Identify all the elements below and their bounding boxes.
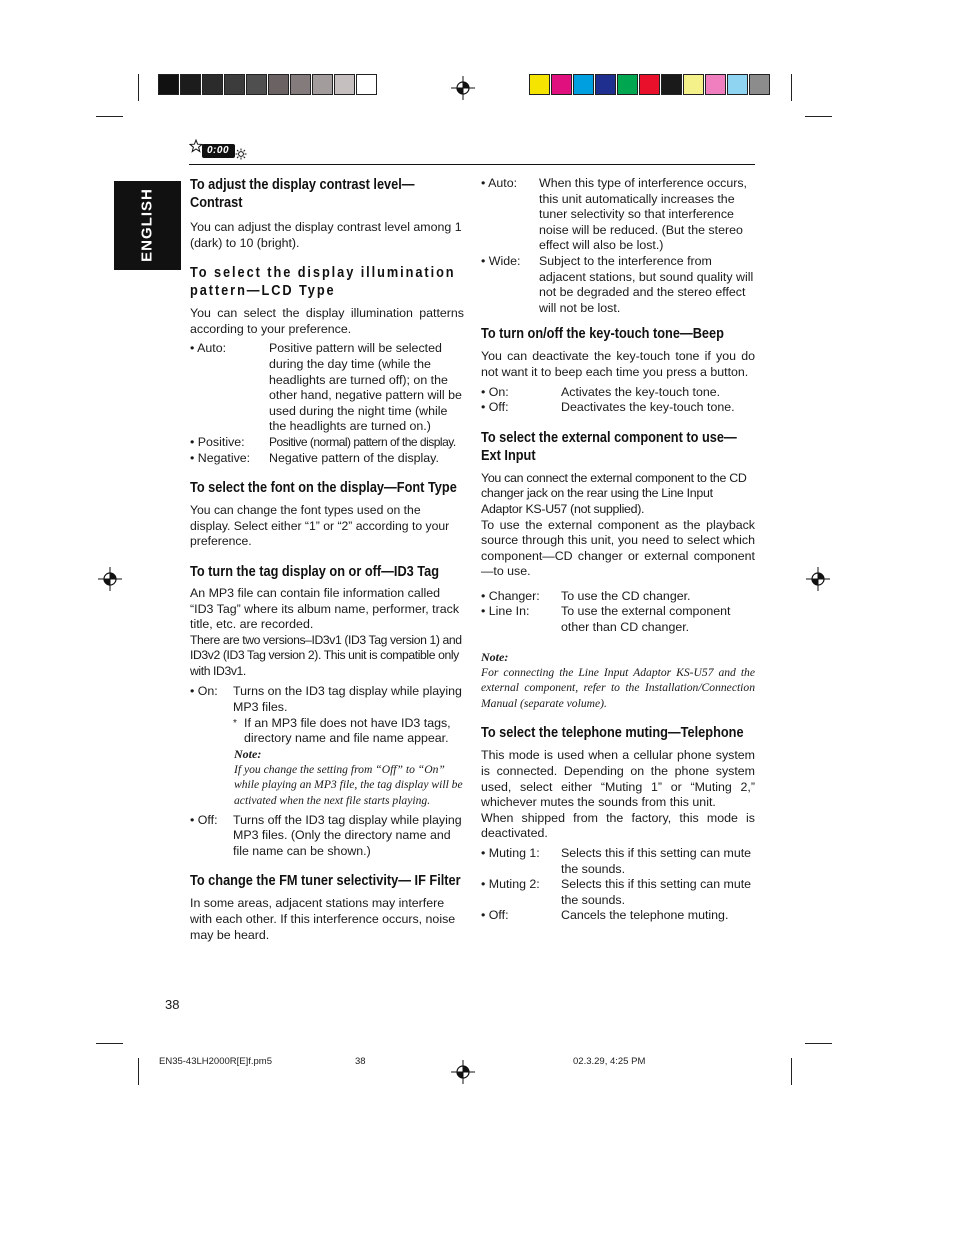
id3-option-off: • Off: Turns off the ID3 tag display while playing MP3 files. (Only the directory name and file name can be shown.) [190,812,462,858]
if-option-wide: • Wide: Subject to the interference from adjacent stations, but sound quality will not be degraded and the stereo effect will not be lost. [481,253,754,315]
id3-note-title: Note: [234,746,262,761]
crop-mark [138,74,139,101]
footer-date: 02.3.29, 4:25 PM [573,1056,646,1067]
ext-note-body: For connecting the Line Input Adaptor KS-U57 and the external component, refer to the Installation/Connection Manual (separate volume). [481,665,755,710]
color-swatch [180,74,201,95]
lcd-option-positive: • Positive: Positive (normal) pattern of the display. [190,434,456,449]
color-swatch [246,74,267,95]
color-swatch [639,74,660,95]
display-settings-icon [189,139,247,161]
telephone-option-off: • Off: Cancels the telephone muting. [481,908,729,923]
registration-mark-icon [451,1060,475,1084]
lcd-heading: To select the display illumination pattern—LCD Type [190,265,456,300]
id3-note-body: If you change the setting from “Off” to “On” while playing an MP3 file, the tag display will be activated when the next file starts playing. [234,762,463,808]
color-swatch [224,74,245,95]
color-swatch [595,74,616,95]
color-swatch [551,74,572,95]
contrast-heading: To adjust the display contrast level— Contrast [190,177,415,211]
language-tab [114,181,181,270]
ext-input-heading: To select the external component to use— Ext Input [481,429,737,464]
telephone-heading: To select the telephone muting—Telephone [481,725,744,742]
display-icon-text: 0:00 [207,145,230,156]
footer-page: 38 [355,1056,366,1067]
id3-body-1: An MP3 file can contain file information called “ID3 Tag” where its album name, performer, track title, etc. are recorded. [190,585,460,632]
crop-mark [791,74,792,101]
telephone-option-muting-2: • Muting 2: Selects this if this setting can mute the sounds. [481,877,752,907]
telephone-body-1: This mode is used when a cellular phone system is connected. Depending on the phone system used, select either “Muting 1” or “Muting 2,” whichever mutes the sounds from this unit. [481,748,755,810]
id3-option-on: • On: Turns on the ID3 tag display while playing MP3 files. [190,684,462,715]
beep-option-on: • On: Activates the key-touch tone. [481,384,721,399]
crop-mark [96,1043,123,1044]
color-swatch [617,74,638,95]
lcd-option-negative: • Negative: Negative pattern of the display. [190,450,439,465]
id3-heading: To turn the tag display on or off—ID3 Tag [190,563,440,580]
crop-mark [96,116,123,117]
telephone-body-2: When shipped from the factory, this mode is deactivated. [481,810,755,841]
crop-mark [138,1058,139,1085]
ext-input-body-1: You can connect the external component to the CD changer jack on the rear using the Line Input Adaptor KS-U57 (not supplied). [481,470,747,516]
color-swatch [290,74,311,95]
contrast-body: You can adjust the display contrast level among 1 (dark) to 10 (bright). [190,220,462,250]
color-swatch [683,74,704,95]
color-swatch [356,74,377,95]
beep-body: You can deactivate the key-touch tone if you do not want it to beep each time you press a button. [481,349,755,379]
color-swatch [573,74,594,95]
font-heading: To select the font on the display—Font Type [190,480,457,497]
color-swatch [705,74,726,95]
ext-note-title: Note: [481,649,509,664]
color-swatch [158,74,179,95]
registration-mark-icon [451,76,475,100]
left-column [190,176,464,943]
crop-mark [805,1043,832,1044]
language-tab-label: ENGLISH [138,188,156,262]
if-option-auto: • Auto: When this type of interference occurs, this unit automatically increases the tuner selectivity so that interference noise will be reduced. (But the stereo effect will also be lost.) [481,176,747,253]
id3-body-2: There are two versions–ID3v1 (ID3 Tag version 1) and ID3v2 (ID3 Tag version 2). This unit is compatible only with ID3v1. [190,632,462,678]
color-swatch [661,74,682,95]
color-swatch [202,74,223,95]
ext-option-changer: • Changer: To use the CD changer. [481,588,691,603]
color-swatch [268,74,289,95]
if-filter-heading: To change the FM tuner selectivity— IF Filter [190,873,461,890]
crop-mark [805,116,832,117]
header-rule [189,164,755,165]
font-body: You can change the font types used on the display. Select either “1” or “2” according to your preference. [190,503,450,549]
color-swatch [312,74,333,95]
right-column [481,176,755,924]
beep-heading: To turn on/off the key-touch tone—Beep [481,326,724,343]
ext-option-line-in: • Line In: To use the external component other than CD changer. [481,604,731,635]
registration-mark-icon [98,567,122,591]
beep-option-off: • Off: Deactivates the key-touch tone. [481,400,735,415]
lcd-option-auto: • Auto: Positive pattern will be selected during the day time (while the headlights are turned off); on the other hand, negative pattern will be used during the night time (while the headlights are turned on.) [190,341,462,434]
footer-file: EN35-43LH2000R[E]f.pm5 [159,1056,273,1067]
crop-mark [791,1058,792,1085]
ext-input-body-2: To use the external component as the playback source through this unit, you need to select which component—CD changer or external component —to use. [481,517,755,579]
lcd-body: You can select the display illumination patterns according to your preference. [190,306,464,336]
color-swatch [334,74,355,95]
color-swatch [749,74,770,95]
color-swatch [727,74,748,95]
color-swatch [529,74,550,95]
registration-mark-icon [806,567,830,591]
id3-footnote: * If an MP3 file does not have ID3 tags, directory name and file name appear. [233,715,451,746]
telephone-option-muting-1: • Muting 1: Selects this if this setting can mute the sounds. [481,846,752,876]
page-number: 38 [165,997,180,1012]
if-filter-body: In some areas, adjacent stations may interfere with each other. If this interference occurs, noise may be heard. [190,896,456,942]
